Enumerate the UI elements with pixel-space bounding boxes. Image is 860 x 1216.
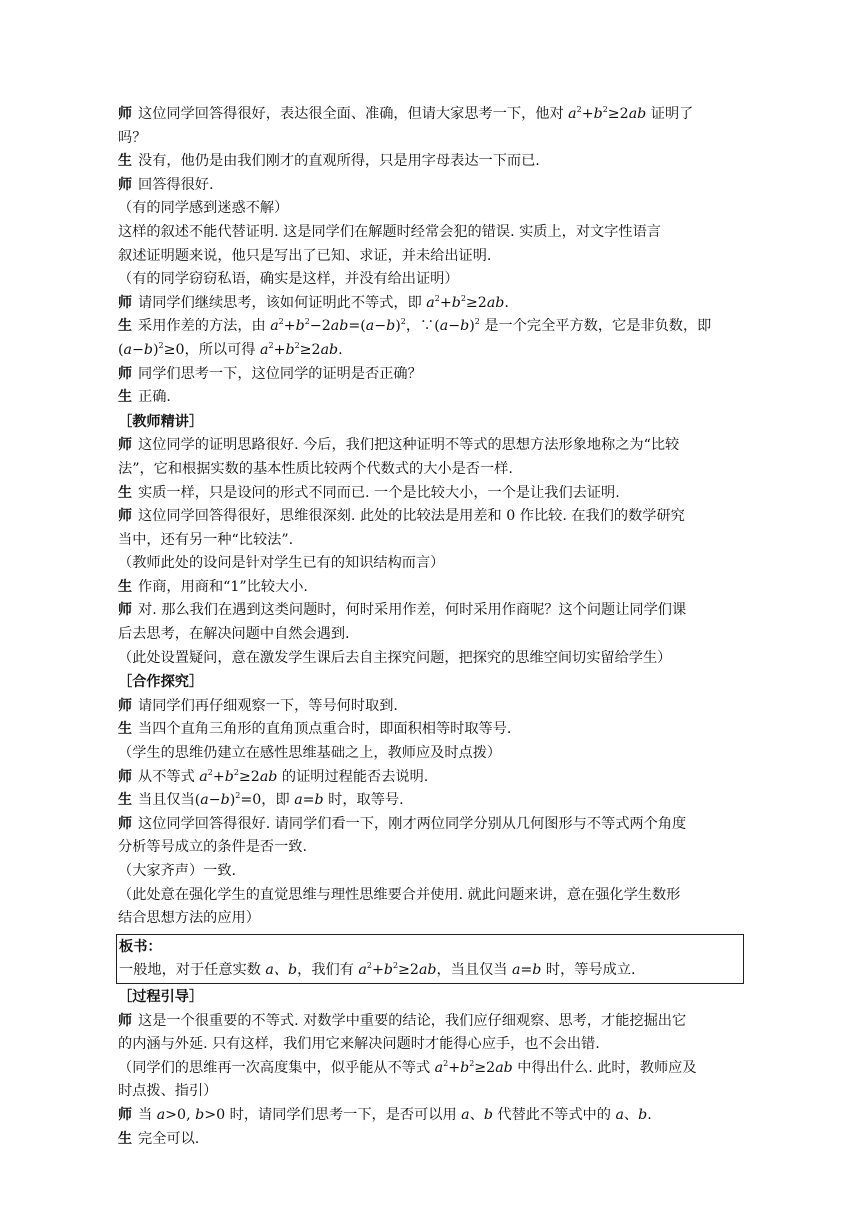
- line-26: （学生的思维仍建立在感性思维基础之上，教师应及时点拨）: [118, 745, 502, 762]
- speaker-teacher: 师: [118, 697, 132, 714]
- speaker-student: 生: [118, 153, 132, 170]
- speaker-student: 生: [118, 578, 132, 595]
- speaker-teacher: 师: [118, 508, 132, 525]
- line-2: 吗？: [118, 129, 147, 146]
- line-11: $(a-b)^2\ge 0$，所以可得 $a^2+b^2\ge 2ab$.: [118, 340, 343, 358]
- line-12: 师 同学们思考一下，这位同学的证明是否正确？: [118, 365, 422, 382]
- line-3: 生 没有，他仍是由我们刚才的直观所得，只是用字母表达一下而已.: [118, 153, 540, 170]
- speaker-teacher: 师: [118, 768, 132, 785]
- section-heading-process-guidance: ［过程引导］: [118, 988, 204, 1005]
- speaker-teacher: 师: [118, 1012, 132, 1029]
- speaker-teacher: 师: [118, 1106, 132, 1123]
- line-9: 师 请同学们继续思考，该如何证明此不等式，即 $a^2+b^2\ge 2ab$.: [118, 293, 509, 311]
- line-10: 生 采用作差的方法，由 $a^2+b^2-2ab=(a-b)^2$，$\because(a-b)^2$ 是一个完全平方数，它是非负数，即: [118, 317, 712, 335]
- speaker-teacher: 师: [118, 815, 132, 832]
- line-7: 叙述证明题来说，他只是写出了已知、求证，并未给出证明.: [118, 247, 492, 264]
- line-29: 师 这位同学回答得很好. 请同学们看一下，刚才两位同学分别从几何图形与不等式两个角度: [118, 815, 687, 832]
- line-36: （同学们的思维再一次高度集中，似乎能从不等式 $a^2+b^2\ge 2ab$ 中得出什么. 此时，教师应及: [118, 1058, 697, 1076]
- line-32: （此处意在强化学生的直觉思维与理性思维要合并使用. 就此问题来讲，意在强化学生数形: [118, 886, 681, 903]
- line-16: 生 实质一样，只是设问的形式不同而已. 一个是比较大小，一个是让我们去证明.: [118, 484, 620, 501]
- speaker-teacher: 师: [118, 365, 132, 382]
- line-4: 师 回答得很好.: [118, 176, 214, 193]
- line-1: 师 这位同学回答得很好，表达很全面、准确，但请大家思考一下，他对 $a^2+b^2\ge 2ab$ 证明了: [118, 105, 694, 122]
- document-body: [118, 103, 740, 1151]
- section-heading-cooperative-inquiry: ［合作探究］: [118, 674, 204, 691]
- line-27: 师 从不等式 $a^2+b^2\ge 2ab$ 的证明过程能否去说明.: [118, 767, 429, 785]
- line-5: （有的同学感到迷惑不解）: [118, 200, 289, 217]
- line-34: 师 这是一个很重要的不等式. 对数学中重要的结论，我们应仔细观察、思考，才能挖掘出它: [118, 1012, 687, 1029]
- line-31: （大家齐声）一致.: [118, 863, 237, 879]
- speaker-student: 生: [118, 318, 132, 335]
- line-39: 生 完全可以.: [118, 1130, 200, 1147]
- speaker-student: 生: [118, 389, 132, 406]
- speaker-teacher: 师: [118, 602, 132, 619]
- line-37: 时点拨、指引）: [118, 1083, 218, 1100]
- line-38: 师 当 a>0, b>0 时，请同学们思考一下，是否可以用 a、b 代替此不等式中的 a、b.: [118, 1106, 652, 1123]
- line-20: 生 作商，用商和“1”比较大小.: [118, 578, 308, 595]
- line-24: 师 请同学们再仔细观察一下，等号何时取到.: [118, 697, 398, 714]
- line-33: 结合思想方法的应用）: [118, 910, 260, 927]
- line-13: 生 正确.: [118, 389, 171, 406]
- line-14: 师 这位同学的证明思路很好. 今后，我们把这种证明不等式的思想方法形象地称之为“比较: [118, 437, 680, 454]
- blackboard-text: 一般地，对于任意实数 a、b，我们有 $a^2+b^2\ge 2ab$，当且仅当 a=b 时，等号成立.: [119, 961, 636, 979]
- speaker-student: 生: [118, 792, 132, 809]
- section-heading-teacher-explanation: ［教师精讲］: [118, 413, 204, 430]
- line-8: （有的同学窃窃私语，确实是这样，并没有给出证明）: [118, 271, 459, 288]
- speaker-teacher: 师: [118, 176, 132, 193]
- blackboard-title: 板书：: [119, 938, 162, 955]
- line-17: 师 这位同学回答得很好，思维很深刻. 此处的比较法是用差和 0 作比较. 在我们的数学研究: [118, 508, 685, 525]
- line-35: 的内涵与外延. 只有这样，我们用它来解决问题时才能得心应手，也不会出错.: [118, 1036, 600, 1053]
- line-21: 师 对. 那么我们在遇到这类问题时，何时采用作差，何时采用作商呢？这个问题让同学们课: [118, 602, 687, 619]
- line-6: 这样的叙述不能代替证明. 这是同学们在解题时经常会犯的错误. 实质上，对文字性语言: [118, 223, 661, 240]
- speaker-teacher: 师: [118, 437, 132, 454]
- line-23: （此处设置疑问，意在激发学生课后去自主探究问题，把探究的思维空间切实留给学生）: [118, 649, 672, 666]
- speaker-student: 生: [118, 484, 132, 501]
- line-25: 生 当四个直角三角形的直角顶点重合时，即面积相等时取等号.: [118, 721, 512, 738]
- speaker-teacher: 师: [118, 294, 132, 311]
- line-15: 法”，它和根据实数的基本性质比较两个代数式的大小是否一样.: [118, 460, 513, 477]
- line-18: 当中，还有另一种“比较法”.: [118, 531, 294, 548]
- speaker-student: 生: [118, 721, 132, 738]
- speaker-student: 生: [118, 1130, 132, 1147]
- line-30: 分析等号成立的条件是否一致.: [118, 839, 307, 856]
- line-19: （教师此处的设问是针对学生已有的知识结构而言）: [118, 555, 445, 572]
- blackboard-box: [116, 934, 744, 984]
- line-28: 生 当且仅当$(a-b)^2=0$，即 a=b 时，取等号.: [118, 791, 404, 809]
- speaker-teacher: 师: [118, 106, 132, 122]
- line-22: 后去思考，在解决问题中自然会遇到.: [118, 626, 350, 643]
